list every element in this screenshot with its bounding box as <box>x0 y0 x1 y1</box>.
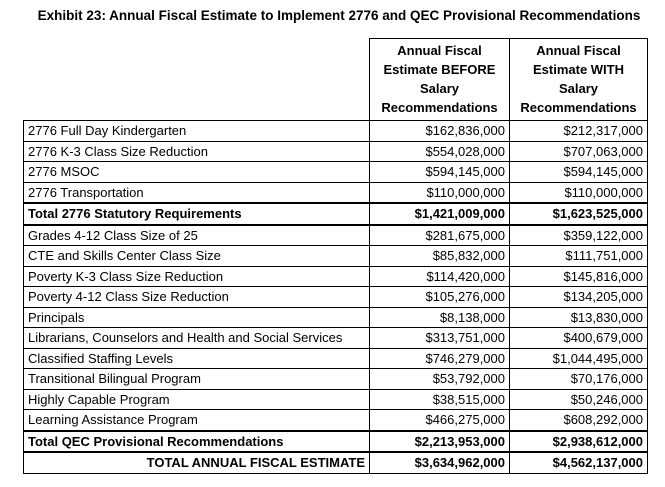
row-label: Librarians, Counselors and Health and Social Services <box>24 328 370 349</box>
value-before-salary: $281,675,000 <box>370 225 510 246</box>
value-before-salary: $8,138,000 <box>370 307 510 328</box>
table-row <box>24 121 648 142</box>
value-before-salary: $38,515,000 <box>370 389 510 410</box>
value-before-salary: $2,213,953,000 <box>370 431 510 453</box>
row-label: 2776 MSOC <box>24 162 370 183</box>
table-header-row <box>24 39 648 121</box>
value-with-salary: $212,317,000 <box>510 121 648 142</box>
value-with-salary: $2,938,612,000 <box>510 431 648 453</box>
table-row <box>24 389 648 410</box>
value-with-salary: $1,044,495,000 <box>510 348 648 369</box>
table-row <box>24 307 648 328</box>
row-label: 2776 K-3 Class Size Reduction <box>24 141 370 162</box>
value-before-salary: $554,028,000 <box>370 141 510 162</box>
row-label: 2776 Full Day Kindergarten <box>24 121 370 142</box>
exhibit-title: Exhibit 23: Annual Fiscal Estimate to Implement 2776 and QEC Provisional Recommendations <box>37 8 641 23</box>
row-label: CTE and Skills Center Class Size <box>24 246 370 267</box>
fiscal-estimate-table <box>23 38 648 474</box>
subtotal-row <box>24 203 648 225</box>
value-before-salary: $466,275,000 <box>370 410 510 431</box>
row-label: Poverty K-3 Class Size Reduction <box>24 266 370 287</box>
table-row <box>24 266 648 287</box>
value-with-salary: $594,145,000 <box>510 162 648 183</box>
row-label: Grades 4-12 Class Size of 25 <box>24 225 370 246</box>
header-blank-cell <box>24 39 370 121</box>
row-label: Transitional Bilingual Program <box>24 369 370 390</box>
value-with-salary: $608,292,000 <box>510 410 648 431</box>
table-row <box>24 182 648 203</box>
table-row <box>24 369 648 390</box>
header-with-salary: Annual Fiscal Estimate WITH Salary Recommendations <box>510 39 648 121</box>
row-label: Learning Assistance Program <box>24 410 370 431</box>
header-before-salary: Annual Fiscal Estimate BEFORE Salary Recommendations <box>370 39 510 121</box>
value-before-salary: $114,420,000 <box>370 266 510 287</box>
value-before-salary: $3,634,962,000 <box>370 452 510 473</box>
value-before-salary: $746,279,000 <box>370 348 510 369</box>
value-before-salary: $1,421,009,000 <box>370 203 510 225</box>
table-row <box>24 141 648 162</box>
value-before-salary: $53,792,000 <box>370 369 510 390</box>
value-before-salary: $110,000,000 <box>370 182 510 203</box>
table-row <box>24 287 648 308</box>
value-with-salary: $4,562,137,000 <box>510 452 648 473</box>
row-label: Poverty 4-12 Class Size Reduction <box>24 287 370 308</box>
value-with-salary: $400,679,000 <box>510 328 648 349</box>
row-label: Principals <box>24 307 370 328</box>
grand-total-row <box>24 452 648 473</box>
value-before-salary: $313,751,000 <box>370 328 510 349</box>
value-before-salary: $85,832,000 <box>370 246 510 267</box>
table-row <box>24 328 648 349</box>
table-row <box>24 246 648 267</box>
row-label: TOTAL ANNUAL FISCAL ESTIMATE <box>24 452 370 473</box>
table-row <box>24 162 648 183</box>
table-row <box>24 348 648 369</box>
value-with-salary: $13,830,000 <box>510 307 648 328</box>
row-label: Highly Capable Program <box>24 389 370 410</box>
value-with-salary: $70,176,000 <box>510 369 648 390</box>
value-before-salary: $594,145,000 <box>370 162 510 183</box>
row-label: 2776 Transportation <box>24 182 370 203</box>
table-row <box>24 225 648 246</box>
value-with-salary: $110,000,000 <box>510 182 648 203</box>
table-row <box>24 410 648 431</box>
row-label: Classified Staffing Levels <box>24 348 370 369</box>
table-body <box>24 121 648 474</box>
value-with-salary: $111,751,000 <box>510 246 648 267</box>
value-before-salary: $162,836,000 <box>370 121 510 142</box>
value-before-salary: $105,276,000 <box>370 287 510 308</box>
row-label: Total 2776 Statutory Requirements <box>24 203 370 225</box>
value-with-salary: $145,816,000 <box>510 266 648 287</box>
value-with-salary: $1,623,525,000 <box>510 203 648 225</box>
value-with-salary: $134,205,000 <box>510 287 648 308</box>
value-with-salary: $707,063,000 <box>510 141 648 162</box>
value-with-salary: $359,122,000 <box>510 225 648 246</box>
row-label: Total QEC Provisional Recommendations <box>24 431 370 453</box>
subtotal-row <box>24 431 648 453</box>
value-with-salary: $50,246,000 <box>510 389 648 410</box>
